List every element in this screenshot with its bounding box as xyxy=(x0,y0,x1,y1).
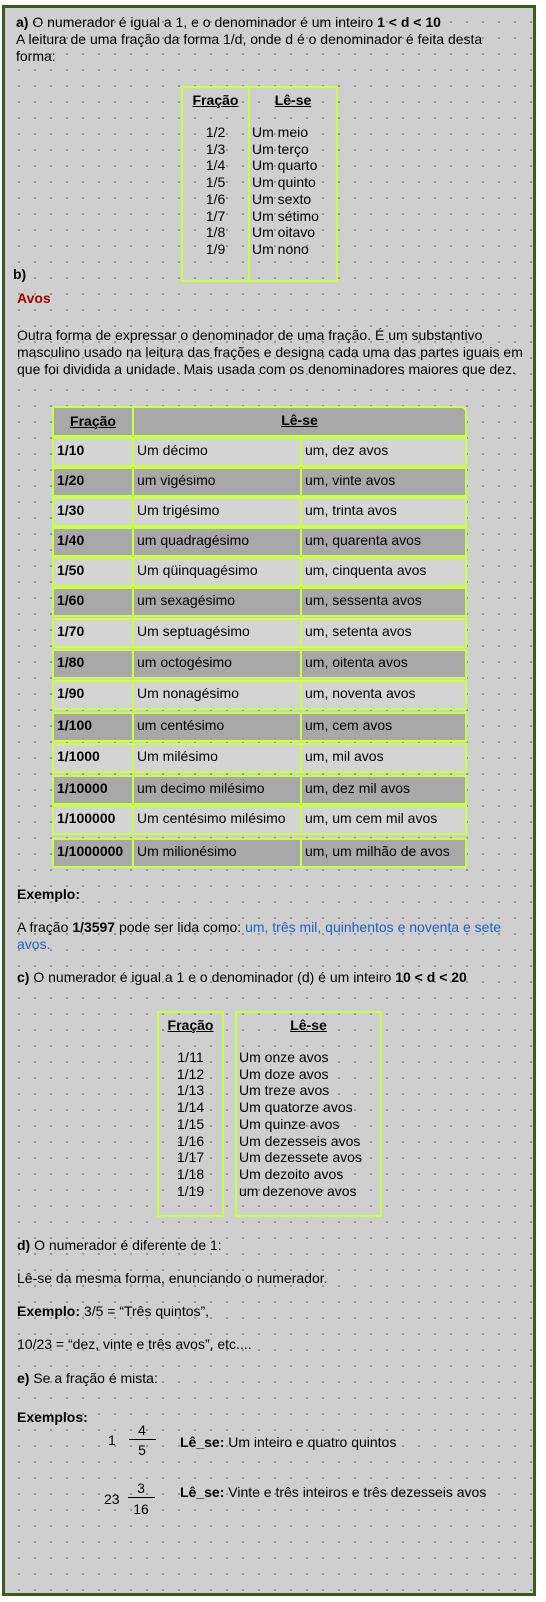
section-a-condition: 1 < d < 10 xyxy=(377,14,441,30)
table-a-fraction-item: 1/6 xyxy=(205,190,226,207)
table-b-avos-cell: um, oitenta avos xyxy=(300,649,467,679)
table-c-fraction-list xyxy=(159,1049,222,1199)
section-a-line3: forma: xyxy=(16,48,56,64)
table-b-ordinal-cell: Um qüinquagésimo xyxy=(132,557,302,587)
section-b-example-line1 xyxy=(17,919,501,936)
table-a-fraction-item: 1/9 xyxy=(205,240,226,257)
example-reading: um, três mil, quinhentos e noventa e sete xyxy=(245,919,502,935)
table-b-ordinal-cell: um decimo milésimo xyxy=(132,775,302,805)
table-b-ordinal-cell: um vigésimo xyxy=(132,467,302,497)
mixed-1-fraction-bar xyxy=(129,1439,156,1440)
section-c-label: c) xyxy=(17,969,30,985)
table-b-fraction-cell: 1/80 xyxy=(52,649,134,679)
table-a-fraction-item: 1/5 xyxy=(205,174,226,191)
section-b-example-label: Exemplo: xyxy=(17,886,81,902)
mixed-2-fraction-bar xyxy=(128,1497,155,1498)
table-a-fraction-header: Fração xyxy=(192,92,239,108)
section-c-line xyxy=(17,969,467,986)
table-b-fraction-cell: 1/100000 xyxy=(52,805,134,835)
table-b-avos-cell: um, setenta avos xyxy=(300,618,467,648)
table-c-fraction-item: 1/18 xyxy=(176,1165,205,1182)
table-a-reading-item: Um nono xyxy=(252,240,309,257)
table-c-reading-item: Um quinze avos xyxy=(239,1115,340,1132)
table-b-ordinal-cell: um sexagésimo xyxy=(132,587,302,617)
table-b-ordinal-cell: Um milésimo xyxy=(132,743,302,773)
table-c-fraction-item: 1/17 xyxy=(176,1149,205,1166)
table-b-avos-cell: um, vinte avos xyxy=(300,467,467,497)
table-a-reading-item: Um terço xyxy=(252,140,309,157)
table-a-fraction-list xyxy=(183,124,248,258)
table-c-reading-list xyxy=(239,1049,362,1199)
table-b-ordinal-cell: Um nonagésimo xyxy=(132,680,302,710)
table-b-avos-cell: um, quarenta avos xyxy=(300,527,467,557)
mixed-2-whole: 23 xyxy=(104,1491,120,1507)
table-a-reading-list xyxy=(252,124,319,258)
mixed-1-numerator: 4 xyxy=(138,1422,146,1438)
table-c-reading-item: Um quatorze avos xyxy=(239,1099,353,1116)
section-b-label: b) xyxy=(13,266,27,282)
table-a-reading-header: Lê-se xyxy=(274,92,312,108)
table-b-ordinal-cell: Um décimo xyxy=(132,437,302,467)
section-d-example-label: Exemplo: xyxy=(17,1303,81,1319)
table-a-fraction-column xyxy=(181,86,250,282)
section-e-line xyxy=(17,1370,158,1387)
section-a-line1 xyxy=(16,14,441,31)
section-d-line2: Lê-se da mesma forma, enunciando o numerador. xyxy=(17,1270,328,1286)
table-b-avos-cell: um, cinquenta avos xyxy=(300,557,467,587)
table-a-reading-item: Um quinto xyxy=(252,174,316,191)
mixed-2-reading xyxy=(180,1484,486,1501)
mixed-fraction-2 xyxy=(104,1478,164,1520)
table-b-fraction-cell: 1/30 xyxy=(52,497,134,527)
table-a-reading-item: Um sétimo xyxy=(252,207,319,224)
table-b-fraction-header: Fração xyxy=(52,406,134,437)
table-b-avos-cell: um, noventa avos xyxy=(300,680,467,710)
mixed-2-numerator: 3 xyxy=(137,1480,145,1496)
table-b-ordinal-cell: Um milionésimo xyxy=(132,838,302,868)
table-b-avos-cell: um, um milhão de avos xyxy=(300,838,467,868)
table-b-fraction-cell: 1/40 xyxy=(52,527,134,557)
table-b-fraction-cell: 1/70 xyxy=(52,618,134,648)
table-b-avos-cell: um, um cem mil avos xyxy=(300,805,467,835)
table-c-reading-item: Um onze avos xyxy=(239,1049,329,1065)
table-a-fraction-item: 1/7 xyxy=(205,207,226,224)
section-d-text: O numerador é diferente de 1: xyxy=(30,1237,222,1253)
table-a-reading-item: Um quarto xyxy=(252,157,318,174)
table-b-reading-header: Lê-se xyxy=(132,406,467,437)
table-a-reading-column xyxy=(248,86,338,282)
table-c-fraction-item: 1/15 xyxy=(176,1115,205,1132)
section-d-line xyxy=(17,1237,222,1254)
table-c-reading-item: Um dezesseis avos xyxy=(239,1132,361,1149)
table-b-ordinal-cell: um octogésimo xyxy=(132,649,302,679)
table-c-fraction-item: 1/11 xyxy=(177,1049,204,1065)
table-b-fraction-cell: 1/1000 xyxy=(52,743,134,773)
table-b-ordinal-cell: um centésimo xyxy=(132,712,302,742)
section-e-text: Se a fração é mista: xyxy=(29,1370,158,1386)
table-c-fraction-header: Fração xyxy=(167,1017,214,1033)
table-b-fraction-cell: 1/1000000 xyxy=(52,838,134,868)
table-a-reading-item: Um sexto xyxy=(252,190,312,207)
table-b-fraction-cell: 1/60 xyxy=(52,587,134,617)
table-a-fraction-item: 1/4 xyxy=(205,157,226,174)
table-a-reading-item: Um meio xyxy=(252,124,309,140)
table-b-avos-cell: um, trinta avos xyxy=(300,497,467,527)
example-text-mid: pode ser lida como: xyxy=(115,919,246,935)
table-c-fraction-item: 1/14 xyxy=(176,1099,205,1116)
mixed-1-read-text: Um inteiro e quatro quintos xyxy=(224,1434,397,1450)
section-c-text: O numerador é igual a 1 e o denominador (d) é um inteiro xyxy=(29,969,396,985)
section-d-example-1: 3/5 = “Três quintos”, xyxy=(80,1303,210,1319)
section-b-paragraph: Outra forma de expressar o denominador de uma fração. É um substantivo masculino usado na leitura das frações e designa cada uma das partes iguais em que foi dividida a unidade. Mais usada com os denominadores maiores que dez. xyxy=(17,327,523,377)
section-a-text: O numerador é igual a 1, e o denominador é um inteiro xyxy=(28,14,378,30)
table-c-reading-column xyxy=(235,1011,382,1217)
table-c-fraction-item: 1/12 xyxy=(176,1065,205,1082)
example-reading-cont: avos. xyxy=(17,936,51,952)
example-fraction: 1/3597 xyxy=(72,919,116,935)
table-c-fraction-column xyxy=(157,1011,224,1217)
mixed-1-denominator: 5 xyxy=(138,1442,146,1458)
table-b-ordinal-cell: Um septuagésimo xyxy=(132,618,302,648)
table-b-ordinal-cell: um quadragésimo xyxy=(132,527,302,557)
table-c-reading-item: um dezenove avos xyxy=(239,1182,357,1199)
mixed-1-whole: 1 xyxy=(108,1432,116,1448)
mixed-2-denominator: 16 xyxy=(133,1501,149,1517)
table-b-fraction-cell: 1/90 xyxy=(52,680,134,710)
table-c-fraction-item: 1/13 xyxy=(176,1082,205,1099)
table-c-reading-item: Um doze avos xyxy=(239,1065,329,1082)
table-c-reading-item: Um dezessete avos xyxy=(239,1149,362,1166)
section-d-label: d) xyxy=(17,1237,31,1253)
table-c-reading-item: Um dezoito avos xyxy=(239,1165,344,1182)
table-c-fraction-item: 1/19 xyxy=(176,1182,205,1199)
table-a-reading-item: Um oitavo xyxy=(252,224,316,241)
section-a-line2: A leitura de uma fração da forma 1/d, onde d é o denominador é feita desta xyxy=(16,31,483,47)
mixed-2-read-label: Lê_se: xyxy=(180,1484,225,1500)
table-b-avos-cell: um, cem avos xyxy=(300,712,467,742)
table-b-avos-cell: um, sessenta avos xyxy=(300,587,467,617)
table-a-fraction-item: 1/3 xyxy=(205,140,226,157)
table-c-reading-item: Um treze avos xyxy=(239,1082,330,1099)
table-b-fraction-cell: 1/10 xyxy=(52,437,134,467)
table-c-fraction-item: 1/16 xyxy=(176,1132,205,1149)
mixed-2-read-text: Vinte e três inteiros e três dezesseis avos xyxy=(224,1484,487,1500)
table-b-fraction-cell: 1/20 xyxy=(52,467,134,497)
table-b-fraction-cell: 1/100 xyxy=(52,712,134,742)
section-b-title: Avos xyxy=(17,290,51,306)
example-text-pre: A fração xyxy=(17,919,73,935)
section-e-label: e) xyxy=(17,1370,30,1386)
section-d-example xyxy=(17,1303,209,1320)
table-b-ordinal-cell: Um trigésimo xyxy=(132,497,302,527)
table-b-avos-cell: um, mil avos xyxy=(300,743,467,773)
table-b-avos-cell: um, dez avos xyxy=(300,437,467,467)
table-a-fraction-item: 1/8 xyxy=(205,224,226,241)
table-a-fraction-item: 1/2 xyxy=(205,124,226,140)
table-b-ordinal-cell: Um centésimo milésimo xyxy=(132,805,302,835)
mixed-fraction-1 xyxy=(108,1421,158,1461)
mixed-1-read-label: Lê_se: xyxy=(180,1434,225,1450)
table-b-fraction-cell: 1/50 xyxy=(52,557,134,587)
section-a-label: a) xyxy=(16,14,29,30)
table-b-avos-cell: um, dez mil avos xyxy=(300,775,467,805)
table-b-fraction-cell: 1/10000 xyxy=(52,775,134,805)
section-d-example-2: 10/23 = “dez, vinte e três avos”, etc.... xyxy=(17,1336,252,1352)
section-c-condition: 10 < d < 20 xyxy=(395,969,467,985)
mixed-1-reading xyxy=(180,1434,396,1451)
table-c-reading-header: Lê-se xyxy=(290,1017,327,1033)
section-e-examples-label: Exemplos: xyxy=(17,1409,88,1425)
